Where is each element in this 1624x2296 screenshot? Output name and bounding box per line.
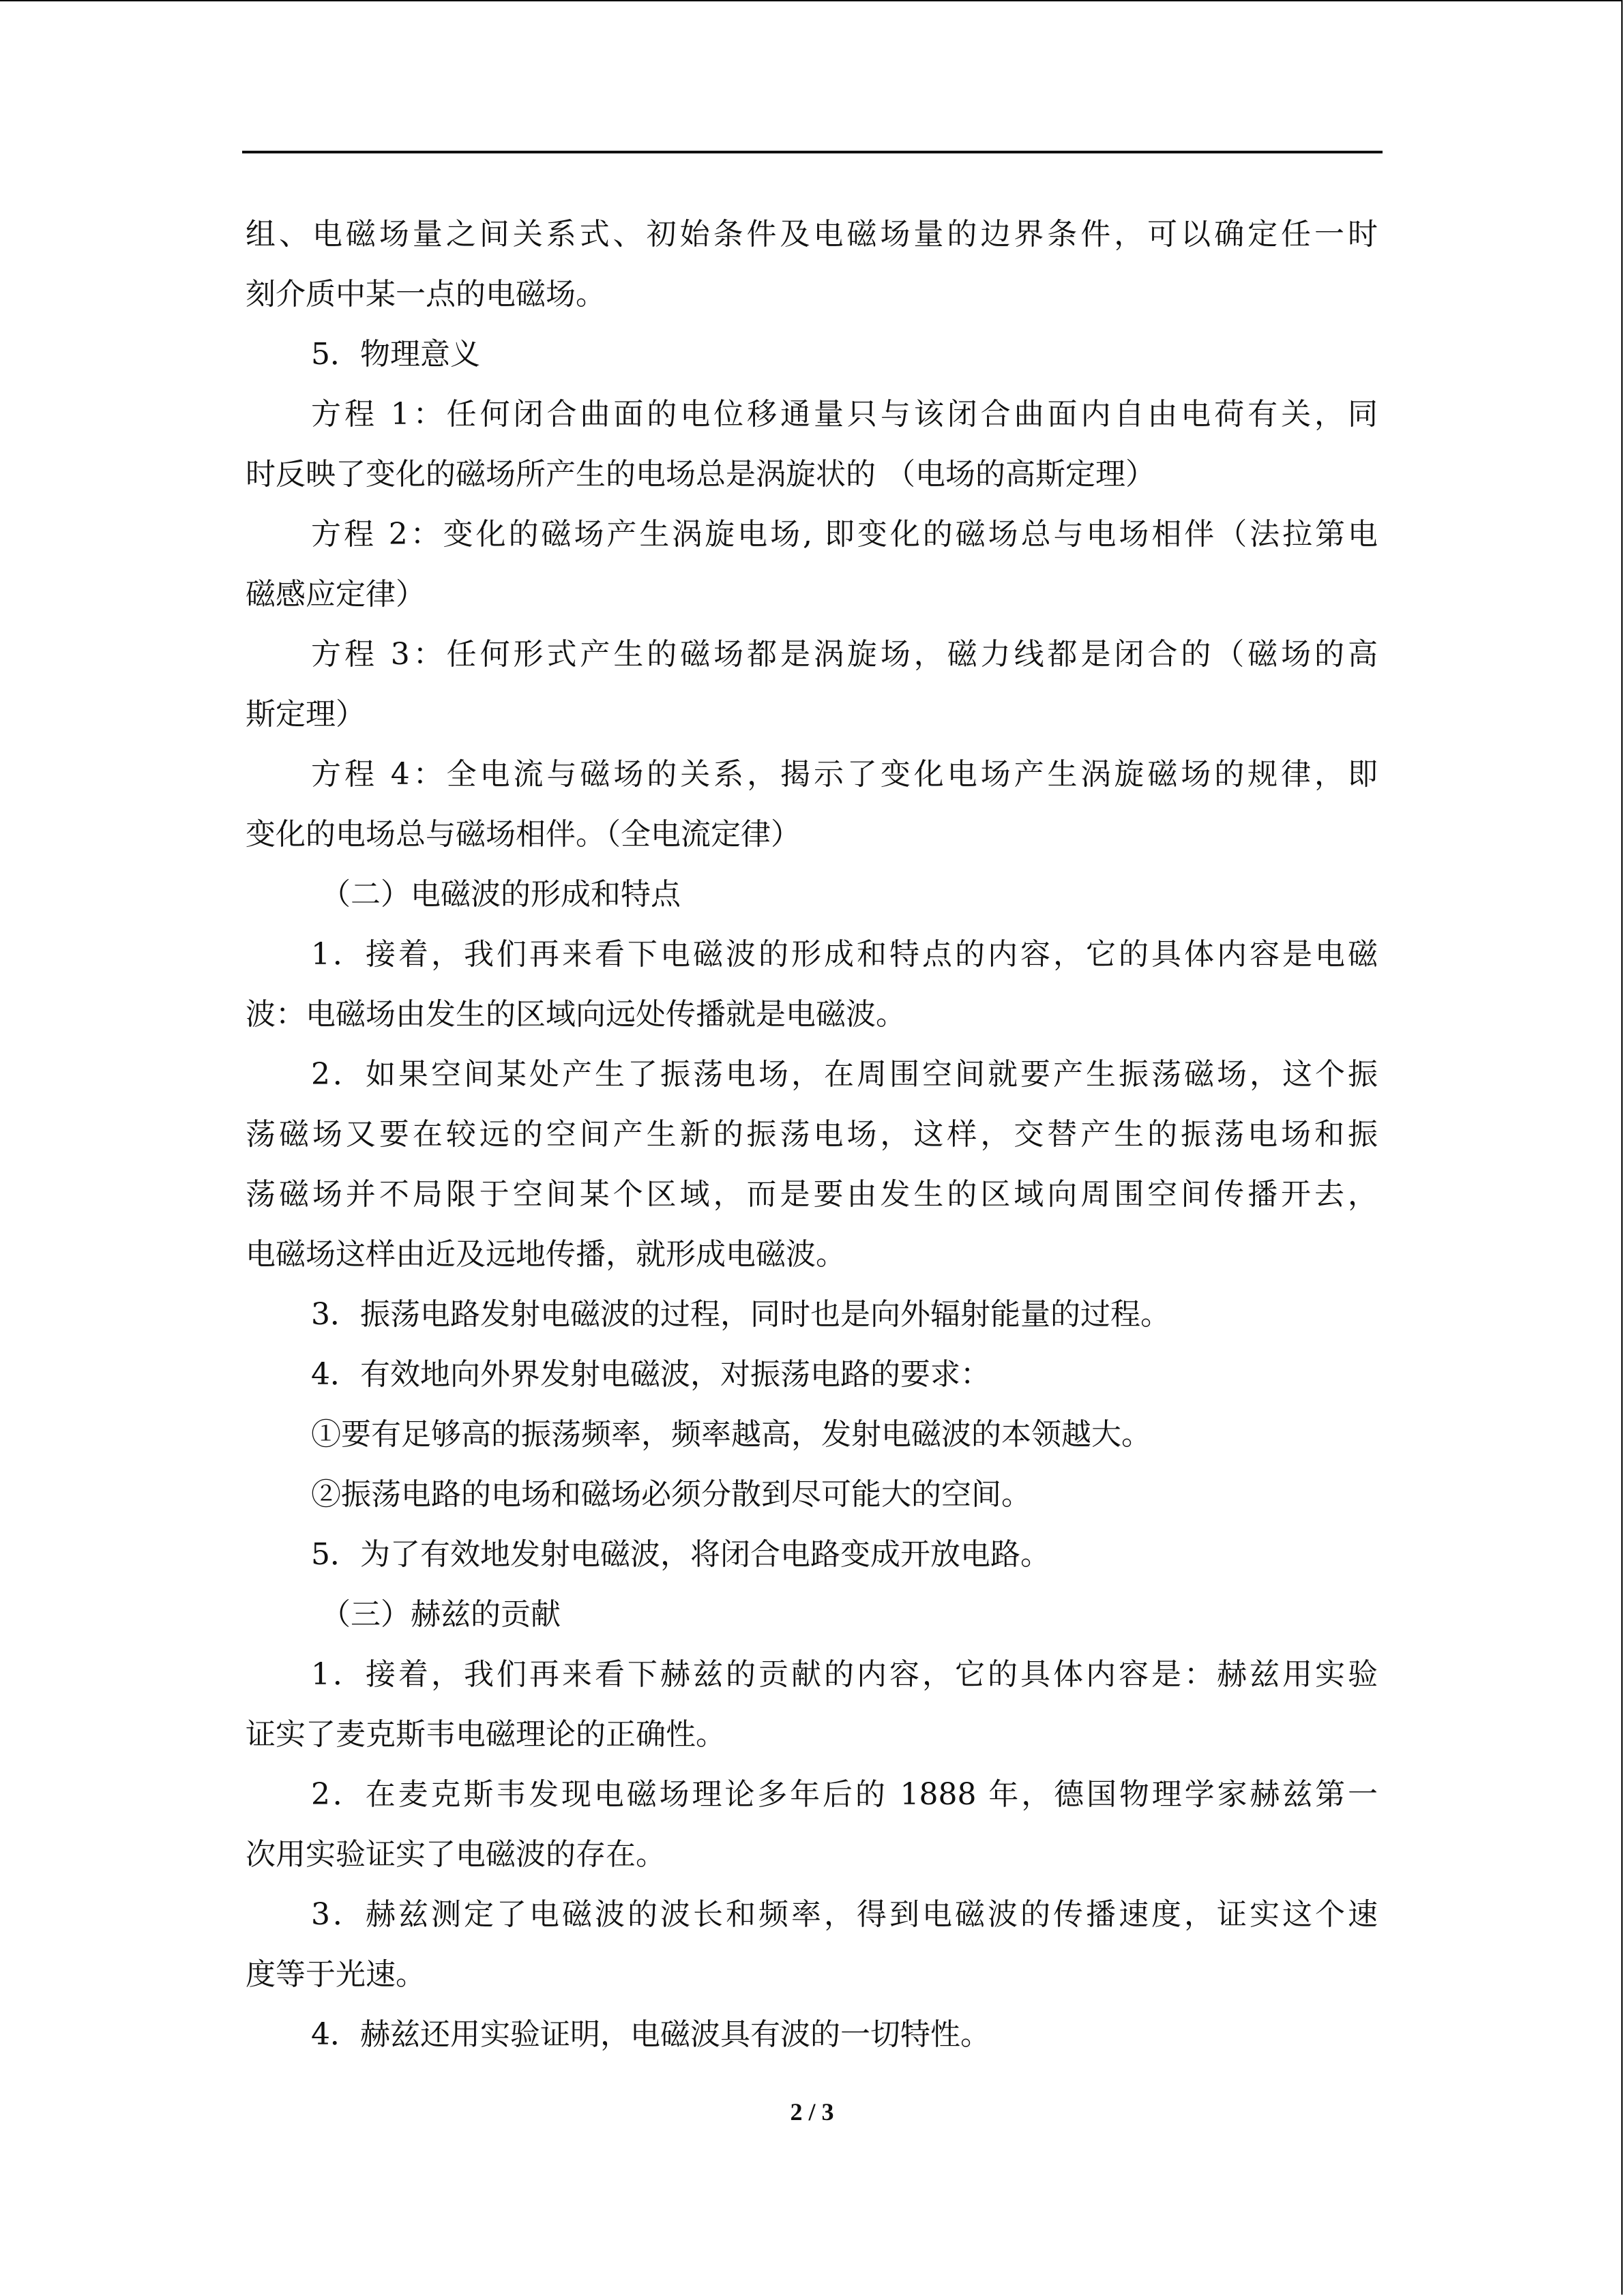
header-rule — [242, 151, 1383, 153]
text-line: ②振荡电路的电场和磁场必须分散到尽可能大的空间。 — [311, 1477, 1031, 1512]
text-line: 度等于光速。 — [246, 1957, 426, 1992]
section-heading: （三）赫兹的贡献 — [321, 1597, 561, 1632]
text-line: ①要有足够高的振荡频率，频率越高，发射电磁波的本领越大。 — [311, 1417, 1151, 1452]
text-line: 斯定理） — [246, 697, 366, 732]
text-line: 2．如果空间某处产生了振荡电场，在周围空间就要产生振荡磁场，这个振 — [311, 1057, 1378, 1092]
text-line: 变化的电场总与磁场相伴。（全电流定律） — [246, 817, 801, 852]
text-line: 组、电磁场量之间关系式、初始条件及电磁场量的边界条件，可以确定任一时 — [246, 217, 1378, 252]
text-line: 波：电磁场由发生的区域向远处传播就是电磁波。 — [246, 997, 906, 1032]
text-line: 方程 2：变化的磁场产生涡旋电场, 即变化的磁场总与电场相伴（法拉第电 — [311, 517, 1378, 552]
page-number: 2 / 3 — [790, 2098, 834, 2126]
text-line: 5．为了有效地发射电磁波，将闭合电路变成开放电路。 — [311, 1537, 1050, 1572]
text-line: 4．赫兹还用实验证明，电磁波具有波的一切特性。 — [311, 2017, 990, 2052]
text-line: 1．接着，我们再来看下赫兹的贡献的内容，它的具体内容是：赫兹用实验 — [311, 1657, 1378, 1692]
text-line: 4．有效地向外界发射电磁波，对振荡电路的要求： — [311, 1357, 990, 1392]
text-line: 次用实验证实了电磁波的存在。 — [246, 1837, 666, 1872]
text-line: 1．接着，我们再来看下电磁波的形成和特点的内容，它的具体内容是电磁 — [311, 937, 1378, 972]
text-line: 3．赫兹测定了电磁波的波长和频率，得到电磁波的传播速度，证实这个速 — [311, 1897, 1378, 1932]
text-line: 方程 4：全电流与磁场的关系，揭示了变化电场产生涡旋磁场的规律，即 — [311, 757, 1378, 792]
text-line: 3．振荡电路发射电磁波的过程，同时也是向外辐射能量的过程。 — [311, 1297, 1170, 1332]
text-line: 方程 1：任何闭合曲面的电位移通量只与该闭合曲面内自由电荷有关，同 — [311, 397, 1378, 432]
text-line: 时反映了变化的磁场所产生的电场总是涡旋状的 （电场的高斯定理） — [246, 457, 1155, 492]
section-heading: （二）电磁波的形成和特点 — [321, 877, 681, 912]
text-line: 荡磁场并不局限于空间某个区域，而是要由发生的区域向周围空间传播开去， — [246, 1177, 1378, 1212]
text-line: 荡磁场又要在较远的空间产生新的振荡电场，这样，交替产生的振荡电场和振 — [246, 1117, 1378, 1152]
text-line: 刻介质中某一点的电磁场。 — [246, 277, 606, 312]
text-line: 磁感应定律） — [246, 577, 426, 612]
text-line: 2．在麦克斯韦发现电磁场理论多年后的 1888 年，德国物理学家赫兹第一 — [311, 1777, 1378, 1812]
text-line: 证实了麦克斯韦电磁理论的正确性。 — [246, 1717, 726, 1752]
section-heading: 5．物理意义 — [311, 337, 480, 372]
text-line: 电磁场这样由近及远地传播，就形成电磁波。 — [246, 1237, 846, 1272]
text-line: 方程 3：任何形式产生的磁场都是涡旋场，磁力线都是闭合的（磁场的高 — [311, 637, 1378, 672]
document-body — [246, 205, 1378, 2065]
